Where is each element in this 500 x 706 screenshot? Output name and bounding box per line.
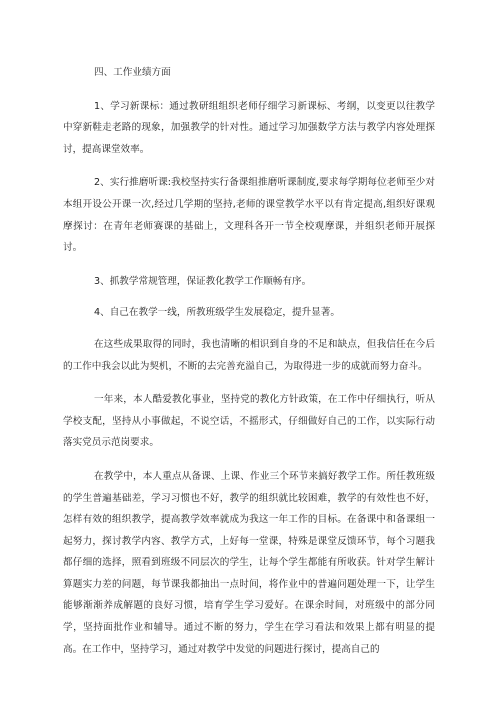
paragraph-study-curriculum: 1、学习新课标：通过教研组组织老师仔细学习新课标、考纲，以变更以往教学中穿新鞋走老路的现象，加强教学的针对性。通过学习加强数学方法与教学内容处理探讨，提高课堂效率。 — [63, 100, 435, 155]
document-page — [63, 62, 435, 672]
section-title: 四、工作业绩方面 — [94, 67, 171, 78]
paragraph-frontline-teaching: 4、自己在教学一线，所教班级学生发展稳定，提升显著。 — [94, 307, 340, 319]
paragraph-self-reflection: 在这些成果取得的同时，我也清晰的相识到自身的不足和缺点，但我信任在今后的工作中我会以此为契机，不断的去完善充溢自己，为取得进一步的成就而努力奋斗。 — [63, 338, 435, 372]
paragraph-lecture-observation: 2、实行推磨听课:我校坚持实行备课组推磨听课制度,要求每学期每位老师至少对本组开设公开课一次,经过几学期的坚持,老师的课堂教学水平以有肯定提高,组织好课观摩探讨：在青年老师赛课的基础上，文理科各开一节全校观摩课，并组织老师开展探讨。 — [63, 177, 435, 254]
paragraph-teaching-practice: 在教学中，本人重点从备课、上课、作业三个环节来搞好教学工作。所任教班级的学生普遍基础差，学习习惯也不好，教学的组织就比较困难，教学的有效性也不好，怎样有效的组织教学，提高教学效率就成为我这一年工作的目标。在备课中和备课组一起努力，探讨教学内容、教学方式，上好每一堂课，特殊是课堂反馈环节，每个习题我都仔细的选择，照看到班级不同层次的学生，让每个学生都能有所收获。针对学生解计算题实力差的问题，每节课我都抽出一点时间，将作业中的普遍问题处理一下，让学生能够渐渐养成解题的良好习惯，培育学生学习爱好。在课余时间，对班级中的部分同学，坚持面批作业和辅导。通过不断的努力，学生在学习看法和效果上都有明显的提高。在工作中，坚持学习，通过对教学中发觉的问题进行探讨，提高自己的 — [63, 470, 435, 655]
paragraph-year-summary: 一年来，本人酷爱教化事业，坚持党的教化方针政策，在工作中仔细执行，听从学校支配，坚持从小事做起，不说空话，不摇形式，仔细做好自己的工作，以实际行动落实党员示范岗要求。 — [63, 394, 435, 449]
paragraph-routine-management: 3、抓教学常规管理，保证教化教学工作顺畅有序。 — [94, 275, 312, 287]
